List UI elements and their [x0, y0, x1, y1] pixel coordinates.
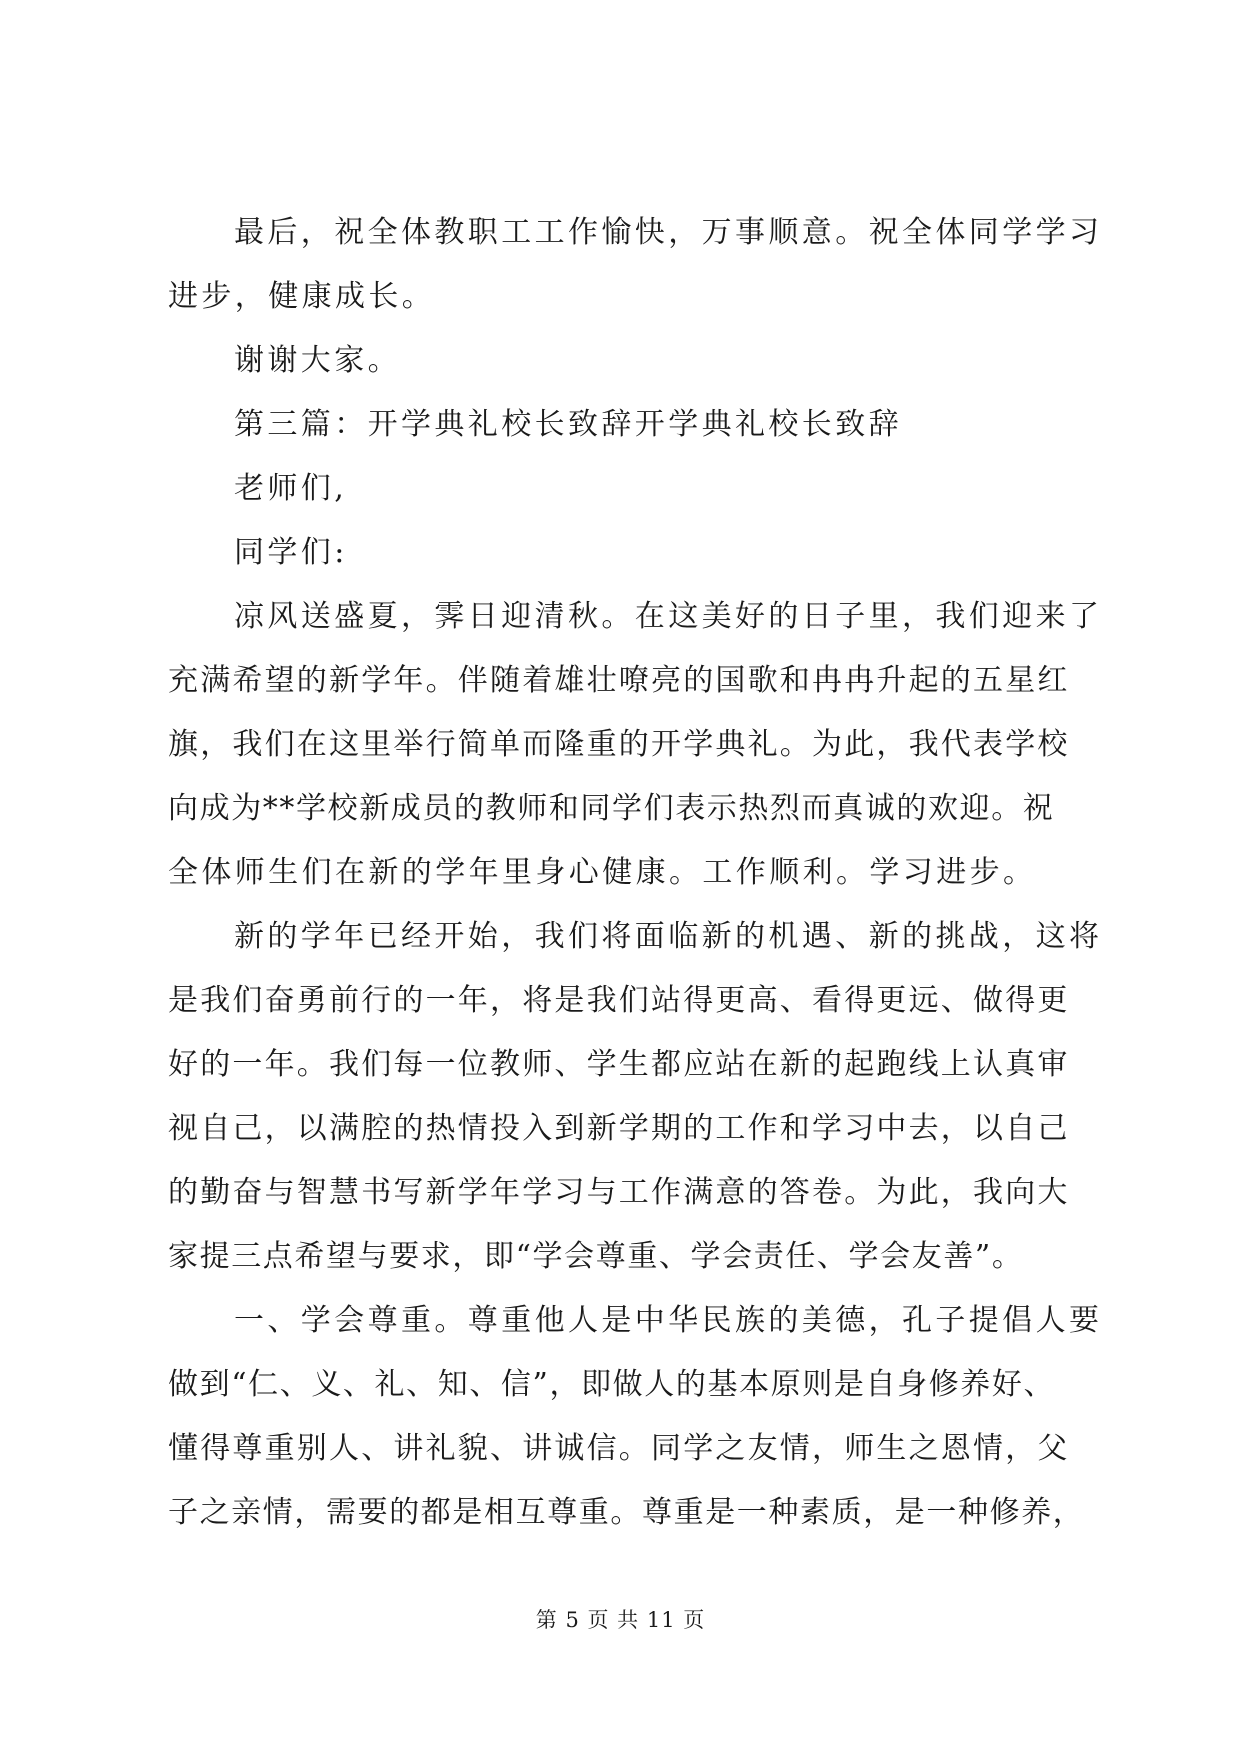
paragraph-line: 最后，祝全体教职工工作愉快，万事顺意。祝全体同学学习 — [234, 215, 1103, 250]
paragraph-line: 是我们奋勇前行的一年，将是我们站得更高、看得更远、做得更 — [168, 983, 1070, 1018]
paragraph-line: 向成为**学校新成员的教师和同学们表示热烈而真诚的欢迎。祝 — [168, 791, 1055, 826]
paragraph-line: 新的学年已经开始，我们将面临新的机遇、新的挑战，这将 — [234, 919, 1103, 954]
paragraph-line: 全体师生们在新的学年里身心健康。工作顺利。学习进步。 — [168, 855, 1037, 890]
paragraph-line: 凉风送盛夏，霁日迎清秋。在这美好的日子里，我们迎来了 — [234, 599, 1103, 634]
paragraph-line: 谢谢大家。 — [234, 343, 401, 378]
paragraph-line: 好的一年。我们每一位教师、学生都应站在新的起跑线上认真审 — [168, 1047, 1070, 1082]
paragraph-line: 旗，我们在这里举行简单而隆重的开学典礼。为此，我代表学校 — [168, 727, 1070, 762]
paragraph-line: 进步，健康成长。 — [168, 279, 436, 314]
section-heading: 第三篇：开学典礼校长致辞开学典礼校长致辞 — [234, 407, 902, 442]
paragraph-line: 家提三点希望与要求，即“学会尊重、学会责任、学会友善”。 — [168, 1239, 1024, 1274]
page-number-footer: 第 5 页 共 11 页 — [535, 1608, 706, 1632]
salutation-line: 同学们: — [234, 535, 348, 570]
salutation-line: 老师们, — [234, 471, 348, 506]
paragraph-line: 懂得尊重别人、讲礼貌、讲诚信。同学之友情，师生之恩情，父 — [168, 1431, 1070, 1466]
paragraph-line: 子之亲情，需要的都是相互尊重。尊重是一种素质，是一种修养， — [168, 1495, 1085, 1530]
paragraph-line: 充满希望的新学年。伴随着雄壮嘹亮的国歌和冉冉升起的五星红 — [168, 663, 1070, 698]
paragraph-line: 做到“仁、义、礼、知、信”，即做人的基本原则是自身修养好、 — [168, 1367, 1056, 1402]
paragraph-line: 的勤奋与智慧书写新学年学习与工作满意的答卷。为此，我向大 — [168, 1175, 1070, 1210]
paragraph-line: 一、学会尊重。尊重他人是中华民族的美德，孔子提倡人要 — [234, 1303, 1103, 1338]
paragraph-line: 视自己，以满腔的热情投入到新学期的工作和学习中去，以自己 — [168, 1111, 1070, 1146]
document-body — [168, 201, 1103, 1545]
